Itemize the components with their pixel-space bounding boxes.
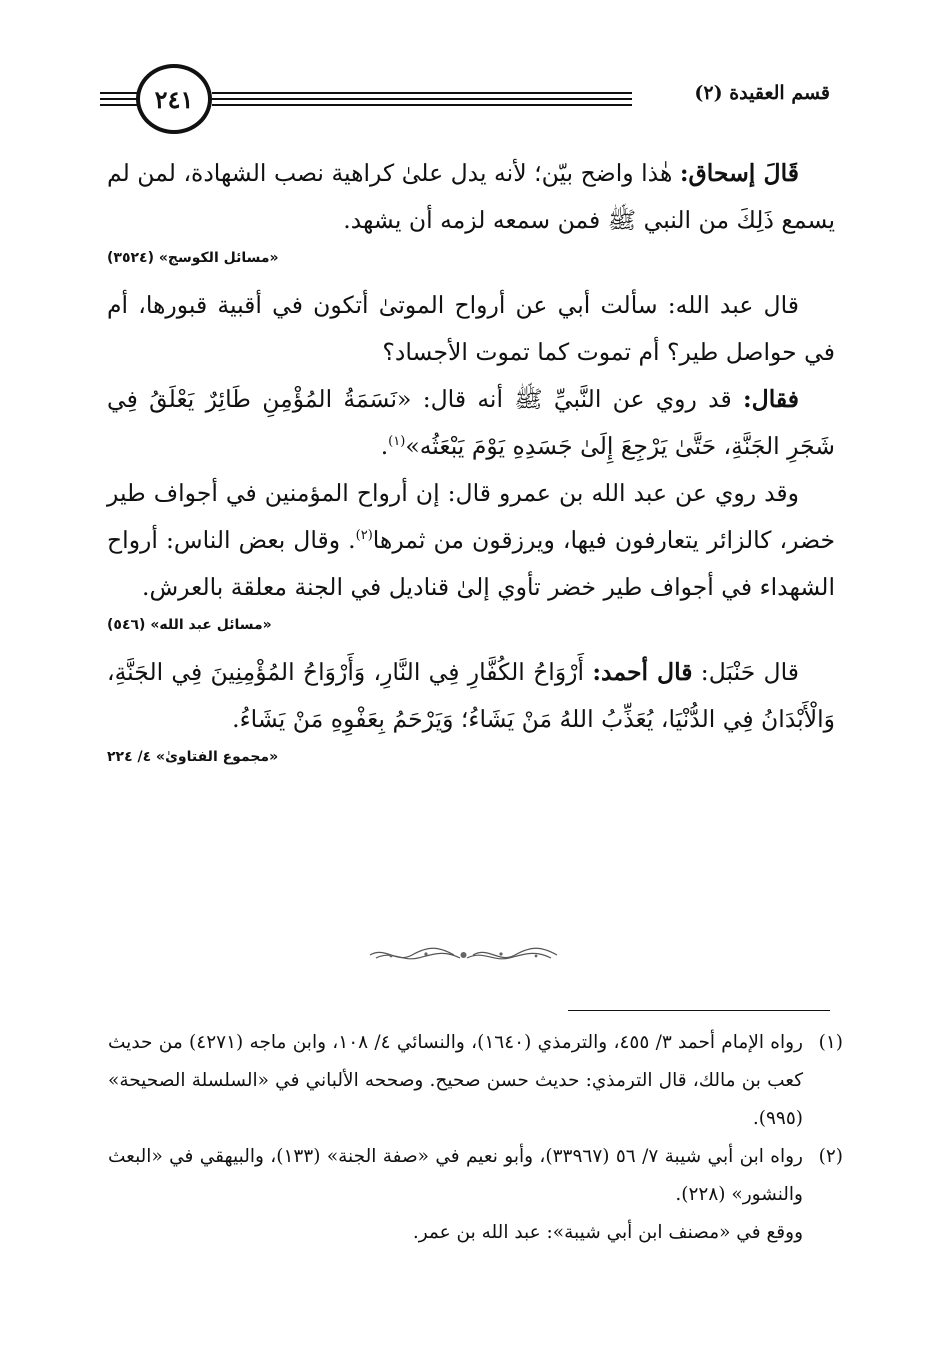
- main-text: [107, 150, 835, 781]
- speaker-label: فقال:: [742, 385, 799, 413]
- footnote-ref: (٢): [355, 528, 373, 544]
- ornament-divider: [366, 944, 561, 966]
- page-number: ٢٤١: [154, 84, 194, 114]
- footnote-note: ووقع في «مصنف ابن أبي شيبة»: عبد الله بن عمر.: [412, 1222, 803, 1243]
- lead-label: قال حَنْبَل:: [692, 658, 799, 686]
- header-rule: [212, 92, 632, 94]
- source-citation: «مسائل عبد الله» (٥٤٦): [107, 617, 272, 633]
- footnote-2: [108, 1138, 843, 1214]
- paragraph-text: قد روي عن النَّبيِّ ﷺ أنه قال: «نَسَمَةُ المُؤْمِنِ طَائِرٌ يَعْلَقُ فِي شَجَرِ الجَنَّةِ، حَتَّىٰ يَرْجِعَ إِلَىٰ جَسَدِهِ يَوْمَ يَبْعَثُه»: [107, 385, 835, 460]
- speaker-label: قال أحمد:: [592, 658, 693, 686]
- page-number-badge: [136, 64, 212, 134]
- source-citation: «مجموع الفتاوىٰ» ٤/ ٢٢٤: [107, 749, 279, 765]
- header-rule: [212, 98, 632, 100]
- source-citation: «مسائل الكوسج» (٣٥٢٤): [107, 250, 279, 266]
- punctuation: .: [380, 432, 389, 460]
- page-header: [100, 64, 830, 138]
- footnote-separator: [568, 1010, 830, 1011]
- section-title: قسم العقيدة (٢): [694, 82, 830, 104]
- speaker-label: قَالَ إسحاق:: [679, 159, 799, 187]
- paragraph-abdullah-ibn-amr: [107, 470, 835, 611]
- paragraph-hanbal: [107, 649, 835, 743]
- footnote-1: [108, 1024, 843, 1138]
- footnotes: [108, 1024, 843, 1252]
- header-rule: [212, 104, 632, 106]
- footnote-text: رواه ابن أبي شيبة ٧/ ٥٦ (٣٣٩٦٧)، وأبو نعيم في «صفة الجنة» (١٣٣)، والبيهقي في «البعث والنشور» (٢٢٨).: [108, 1146, 803, 1205]
- footnote-text: رواه الإمام أحمد ٣/ ٤٥٥، والترمذي (١٦٤٠)، والنسائي ٤/ ١٠٨، وابن ماجه (٤٢٧١) من حديث كعب بن مالك، قال الترمذي: حديث حسن صحيح. وصححه الألباني في «السلسلة الصحيحة» (٩٩٥).: [108, 1032, 803, 1129]
- footnote-ref: (١): [388, 434, 406, 450]
- paragraph-text: . وقال بعض الناس: أرواح الشهداء في أجواف طير خضر تأوي إلىٰ قناديل في الجنة معلقة بالعرش.: [107, 526, 835, 601]
- paragraph-text: وقد روي عن عبد الله بن عمرو قال: إن أرواح المؤمنين في أجواف طير خضر، كالزائر يتعارفون فيها، ويرزقون من ثمرها: [107, 479, 835, 554]
- footnote-number: (١): [818, 1032, 843, 1053]
- paragraph-ishaq: [107, 150, 835, 244]
- paragraph-answer: [107, 376, 835, 470]
- paragraph-question: قال عبد الله: سألت أبي عن أرواح الموتىٰ أتكون في أقبية قبورها، أم في حواصل طير؟ أم تموت كما تموت الأجساد؟: [107, 291, 835, 366]
- paragraph-text: هٰذا واضح بيّن؛ لأنه يدل علىٰ كراهية نصب الشهادة، لمن لم يسمع ذَلِكَ من النبي ﷺ فمن سمعه لزمه أن يشهد.: [107, 159, 835, 234]
- footnote-number: (٢): [818, 1146, 843, 1167]
- paragraph-text: أَرْوَاحُ الكُفَّارِ فِي النَّارِ، وَأَرْوَاحُ المُؤْمِنِينَ فِي الجَنَّةِ، وَالْأَبْدَانُ فِي الدُّنْيَا، يُعَذِّبُ اللهُ مَنْ يَشَاءُ؛ وَيَرْحَمُ بِعَفْوِهِ مَنْ يَشَاءُ.: [107, 658, 835, 733]
